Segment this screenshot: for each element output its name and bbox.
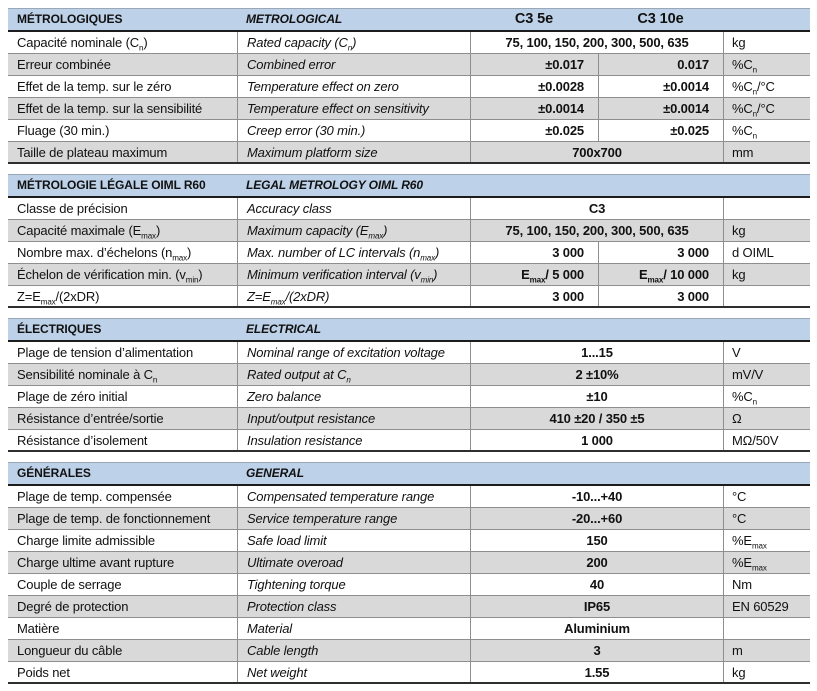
param-name-en: Ultimate overoad bbox=[237, 552, 470, 573]
value-c3-10e: ±0.0014 bbox=[598, 98, 723, 119]
spec-row bbox=[8, 342, 810, 364]
section-title-en: METROLOGICAL bbox=[246, 12, 343, 26]
param-name-fr: $Z=E_{max}/(2xDR)$ bbox=[17, 289, 100, 306]
param-name-fr: Taille de plateau maximum bbox=[17, 145, 168, 160]
section-header bbox=[8, 174, 810, 198]
value-c3-5e: 3 000 bbox=[470, 242, 598, 263]
value-both-models: ±10 bbox=[470, 386, 723, 407]
spec-row bbox=[8, 596, 810, 618]
param-name-en: Minimum verification interval $(v_{min})$ bbox=[237, 264, 470, 285]
section-header bbox=[8, 462, 810, 486]
value-c3-10e: 0.017 bbox=[598, 54, 723, 75]
param-name-en: Rated capacity $(C_n)$ bbox=[237, 32, 470, 53]
section-title-en: LEGAL METROLOGY OIML R60 bbox=[246, 178, 423, 192]
param-name-en: Compensated temperature range bbox=[237, 486, 470, 507]
spec-row bbox=[8, 242, 810, 264]
unit: $\%C_n/^\circ C$ bbox=[723, 98, 810, 119]
value-both-models: C3 bbox=[470, 198, 723, 219]
unit bbox=[723, 286, 810, 306]
unit: $\%C_n$ bbox=[723, 120, 810, 141]
param-name-en: Cable length bbox=[237, 640, 470, 661]
value-both-models: 410 ±20 / 350 ±5 bbox=[470, 408, 723, 429]
value-both-models: 1...15 bbox=[470, 342, 723, 363]
section-title-fr: GÉNÉRALES bbox=[17, 466, 91, 480]
param-name-en: Maximum platform size bbox=[237, 142, 470, 162]
spec-row bbox=[8, 32, 810, 54]
unit: EN 60529 bbox=[723, 596, 810, 617]
value-both-models: 1.55 bbox=[470, 662, 723, 682]
unit: $\%C_n$ bbox=[723, 54, 810, 75]
spec-row bbox=[8, 552, 810, 574]
param-name-en: Combined error bbox=[237, 54, 470, 75]
param-name-fr: Classe de précision bbox=[17, 201, 128, 216]
param-name-en: $Z=E_{max}/(2xDR)$ bbox=[237, 286, 470, 306]
unit: kg bbox=[723, 220, 810, 241]
section-title-fr: ÉLECTRIQUES bbox=[17, 322, 102, 336]
section-title-fr: MÉTROLOGIQUES bbox=[17, 12, 123, 26]
spec-row bbox=[8, 264, 810, 286]
value-both-models: 200 bbox=[470, 552, 723, 573]
value-c3-10e: 3 000 bbox=[598, 242, 723, 263]
spec-sheet bbox=[8, 8, 810, 691]
section-header bbox=[8, 318, 810, 342]
header-spacer bbox=[470, 319, 810, 340]
param-name-fr: Résistance d’entrée/sortie bbox=[17, 411, 164, 426]
value-c3-10e: 3 000 bbox=[598, 286, 723, 306]
unit: mm bbox=[723, 142, 810, 162]
param-name-en: Input/output resistance bbox=[237, 408, 470, 429]
spec-row bbox=[8, 430, 810, 452]
value-c3-5e: 3 000 bbox=[470, 286, 598, 306]
param-name-fr: Charge limite admissible bbox=[17, 533, 156, 548]
param-name-en: Material bbox=[237, 618, 470, 639]
param-name-fr: Plage de temp. compensée bbox=[17, 489, 172, 504]
value-both-models: 40 bbox=[470, 574, 723, 595]
param-name-fr: Nombre max. d’échelons $(n_{max})$ bbox=[17, 245, 192, 263]
value-both-models: 75, 100, 150, 200, 300, 500, 635 bbox=[470, 32, 723, 53]
unit: mV/V bbox=[723, 364, 810, 385]
param-name-fr: Échelon de vérification min. $(v_{min})$ bbox=[17, 267, 203, 285]
unit: kg bbox=[723, 32, 810, 53]
unit: d OIML bbox=[723, 242, 810, 263]
value-both-models: -10...+40 bbox=[470, 486, 723, 507]
unit bbox=[723, 618, 810, 639]
value-c3-10e: ±0.025 bbox=[598, 120, 723, 141]
unit: MΩ/50V bbox=[723, 430, 810, 450]
value-c3-5e: ±0.0028 bbox=[470, 76, 598, 97]
param-name-fr: Longueur du câble bbox=[17, 643, 123, 658]
value-c3-5e: $E_{max}/$ 5 000 bbox=[470, 264, 598, 285]
spec-row bbox=[8, 618, 810, 640]
section-header bbox=[8, 8, 810, 32]
param-name-en: Maximum capacity $(E_{max})$ bbox=[237, 220, 470, 241]
param-name-en: Insulation resistance bbox=[237, 430, 470, 450]
value-c3-10e: $E_{max}/$ 10 000 bbox=[598, 264, 723, 285]
spec-row bbox=[8, 574, 810, 596]
spec-row bbox=[8, 486, 810, 508]
unit: °C bbox=[723, 486, 810, 507]
param-name-fr: Sensibilité nominale à $C_n$ bbox=[17, 367, 158, 385]
param-name-fr: Erreur combinée bbox=[17, 57, 111, 72]
param-name-en: Tightening torque bbox=[237, 574, 470, 595]
param-name-fr: Charge ultime avant rupture bbox=[17, 555, 175, 570]
param-name-fr: Effet de la temp. sur le zéro bbox=[17, 79, 172, 94]
unit bbox=[723, 198, 810, 219]
unit: °C bbox=[723, 508, 810, 529]
section-title-en: GENERAL bbox=[246, 466, 304, 480]
spec-row bbox=[8, 54, 810, 76]
param-name-fr: Résistance d’isolement bbox=[17, 433, 148, 448]
spec-row bbox=[8, 98, 810, 120]
unit: kg bbox=[723, 662, 810, 682]
spec-row bbox=[8, 386, 810, 408]
spec-row bbox=[8, 198, 810, 220]
section-title-en: ELECTRICAL bbox=[246, 322, 321, 336]
model-header-c3-10e: C3 10e bbox=[637, 11, 684, 27]
value-both-models: 75, 100, 150, 200, 300, 500, 635 bbox=[470, 220, 723, 241]
spec-row bbox=[8, 408, 810, 430]
param-name-fr: Couple de serrage bbox=[17, 577, 122, 592]
spec-row bbox=[8, 530, 810, 552]
spec-row bbox=[8, 76, 810, 98]
value-both-models: 700x700 bbox=[470, 142, 723, 162]
header-unit-spacer bbox=[723, 9, 810, 30]
spec-row bbox=[8, 508, 810, 530]
param-name-en: Accuracy class bbox=[237, 198, 470, 219]
unit: $\%C_n/^\circ C$ bbox=[723, 76, 810, 97]
spec-row bbox=[8, 120, 810, 142]
value-c3-5e: ±0.025 bbox=[470, 120, 598, 141]
param-name-fr: Matière bbox=[17, 621, 60, 636]
param-name-fr: Capacité maximale $(E_{max})$ bbox=[17, 223, 161, 241]
param-name-fr: Plage de tension d’alimentation bbox=[17, 345, 194, 360]
unit: kg bbox=[723, 264, 810, 285]
param-name-fr: Effet de la temp. sur la sensibilité bbox=[17, 101, 203, 116]
spec-row bbox=[8, 286, 810, 308]
value-both-models: -20...+60 bbox=[470, 508, 723, 529]
param-name-en: Nominal range of excitation voltage bbox=[237, 342, 470, 363]
param-name-en: Max. number of LC intervals $(n_{max})$ bbox=[237, 242, 470, 263]
param-name-en: Service temperature range bbox=[237, 508, 470, 529]
param-name-fr: Fluage (30 min.) bbox=[17, 123, 110, 138]
param-name-fr: Degré de protection bbox=[17, 599, 129, 614]
section-general bbox=[8, 462, 810, 684]
value-c3-5e: ±0.0014 bbox=[470, 98, 598, 119]
model-header-c3-5e: C3 5e bbox=[514, 11, 554, 27]
value-c3-5e: ±0.017 bbox=[470, 54, 598, 75]
section-title-fr: MÉTROLOGIE LÉGALE OIML R60 bbox=[17, 178, 206, 192]
param-name-fr: Plage de temp. de fonctionnement bbox=[17, 511, 211, 526]
value-both-models: 1 000 bbox=[470, 430, 723, 450]
param-name-fr: Poids net bbox=[17, 665, 70, 680]
unit: $\%E_{max}$ bbox=[723, 552, 810, 573]
section-metrological bbox=[8, 8, 810, 164]
spec-row bbox=[8, 364, 810, 386]
param-name-en: Safe load limit bbox=[237, 530, 470, 551]
value-both-models: Aluminium bbox=[470, 618, 723, 639]
spec-row bbox=[8, 640, 810, 662]
param-name-en: Net weight bbox=[237, 662, 470, 682]
spec-row bbox=[8, 220, 810, 242]
header-spacer bbox=[470, 463, 810, 484]
param-name-en: Temperature effect on sensitivity bbox=[237, 98, 470, 119]
value-both-models: 3 bbox=[470, 640, 723, 661]
value-both-models: 150 bbox=[470, 530, 723, 551]
param-name-en: Temperature effect on zero bbox=[237, 76, 470, 97]
param-name-en: Rated output at $C_n$ bbox=[237, 364, 470, 385]
spec-row bbox=[8, 662, 810, 684]
unit: Ω bbox=[723, 408, 810, 429]
section-legal-metrology-oiml-r60 bbox=[8, 174, 810, 308]
spec-row bbox=[8, 142, 810, 164]
unit: $\%C_n$ bbox=[723, 386, 810, 407]
value-both-models: 2 ±10% bbox=[470, 364, 723, 385]
unit: Nm bbox=[723, 574, 810, 595]
section-electrical bbox=[8, 318, 810, 452]
value-c3-10e: ±0.0014 bbox=[598, 76, 723, 97]
param-name-fr: Capacité nominale $(C_n)$ bbox=[17, 35, 148, 53]
header-spacer bbox=[470, 175, 810, 196]
param-name-en: Protection class bbox=[237, 596, 470, 617]
unit: V bbox=[723, 342, 810, 363]
param-name-en: Zero balance bbox=[237, 386, 470, 407]
unit: m bbox=[723, 640, 810, 661]
param-name-en: Creep error (30 min.) bbox=[237, 120, 470, 141]
param-name-fr: Plage de zéro initial bbox=[17, 389, 128, 404]
unit: $\%E_{max}$ bbox=[723, 530, 810, 551]
value-both-models: IP65 bbox=[470, 596, 723, 617]
